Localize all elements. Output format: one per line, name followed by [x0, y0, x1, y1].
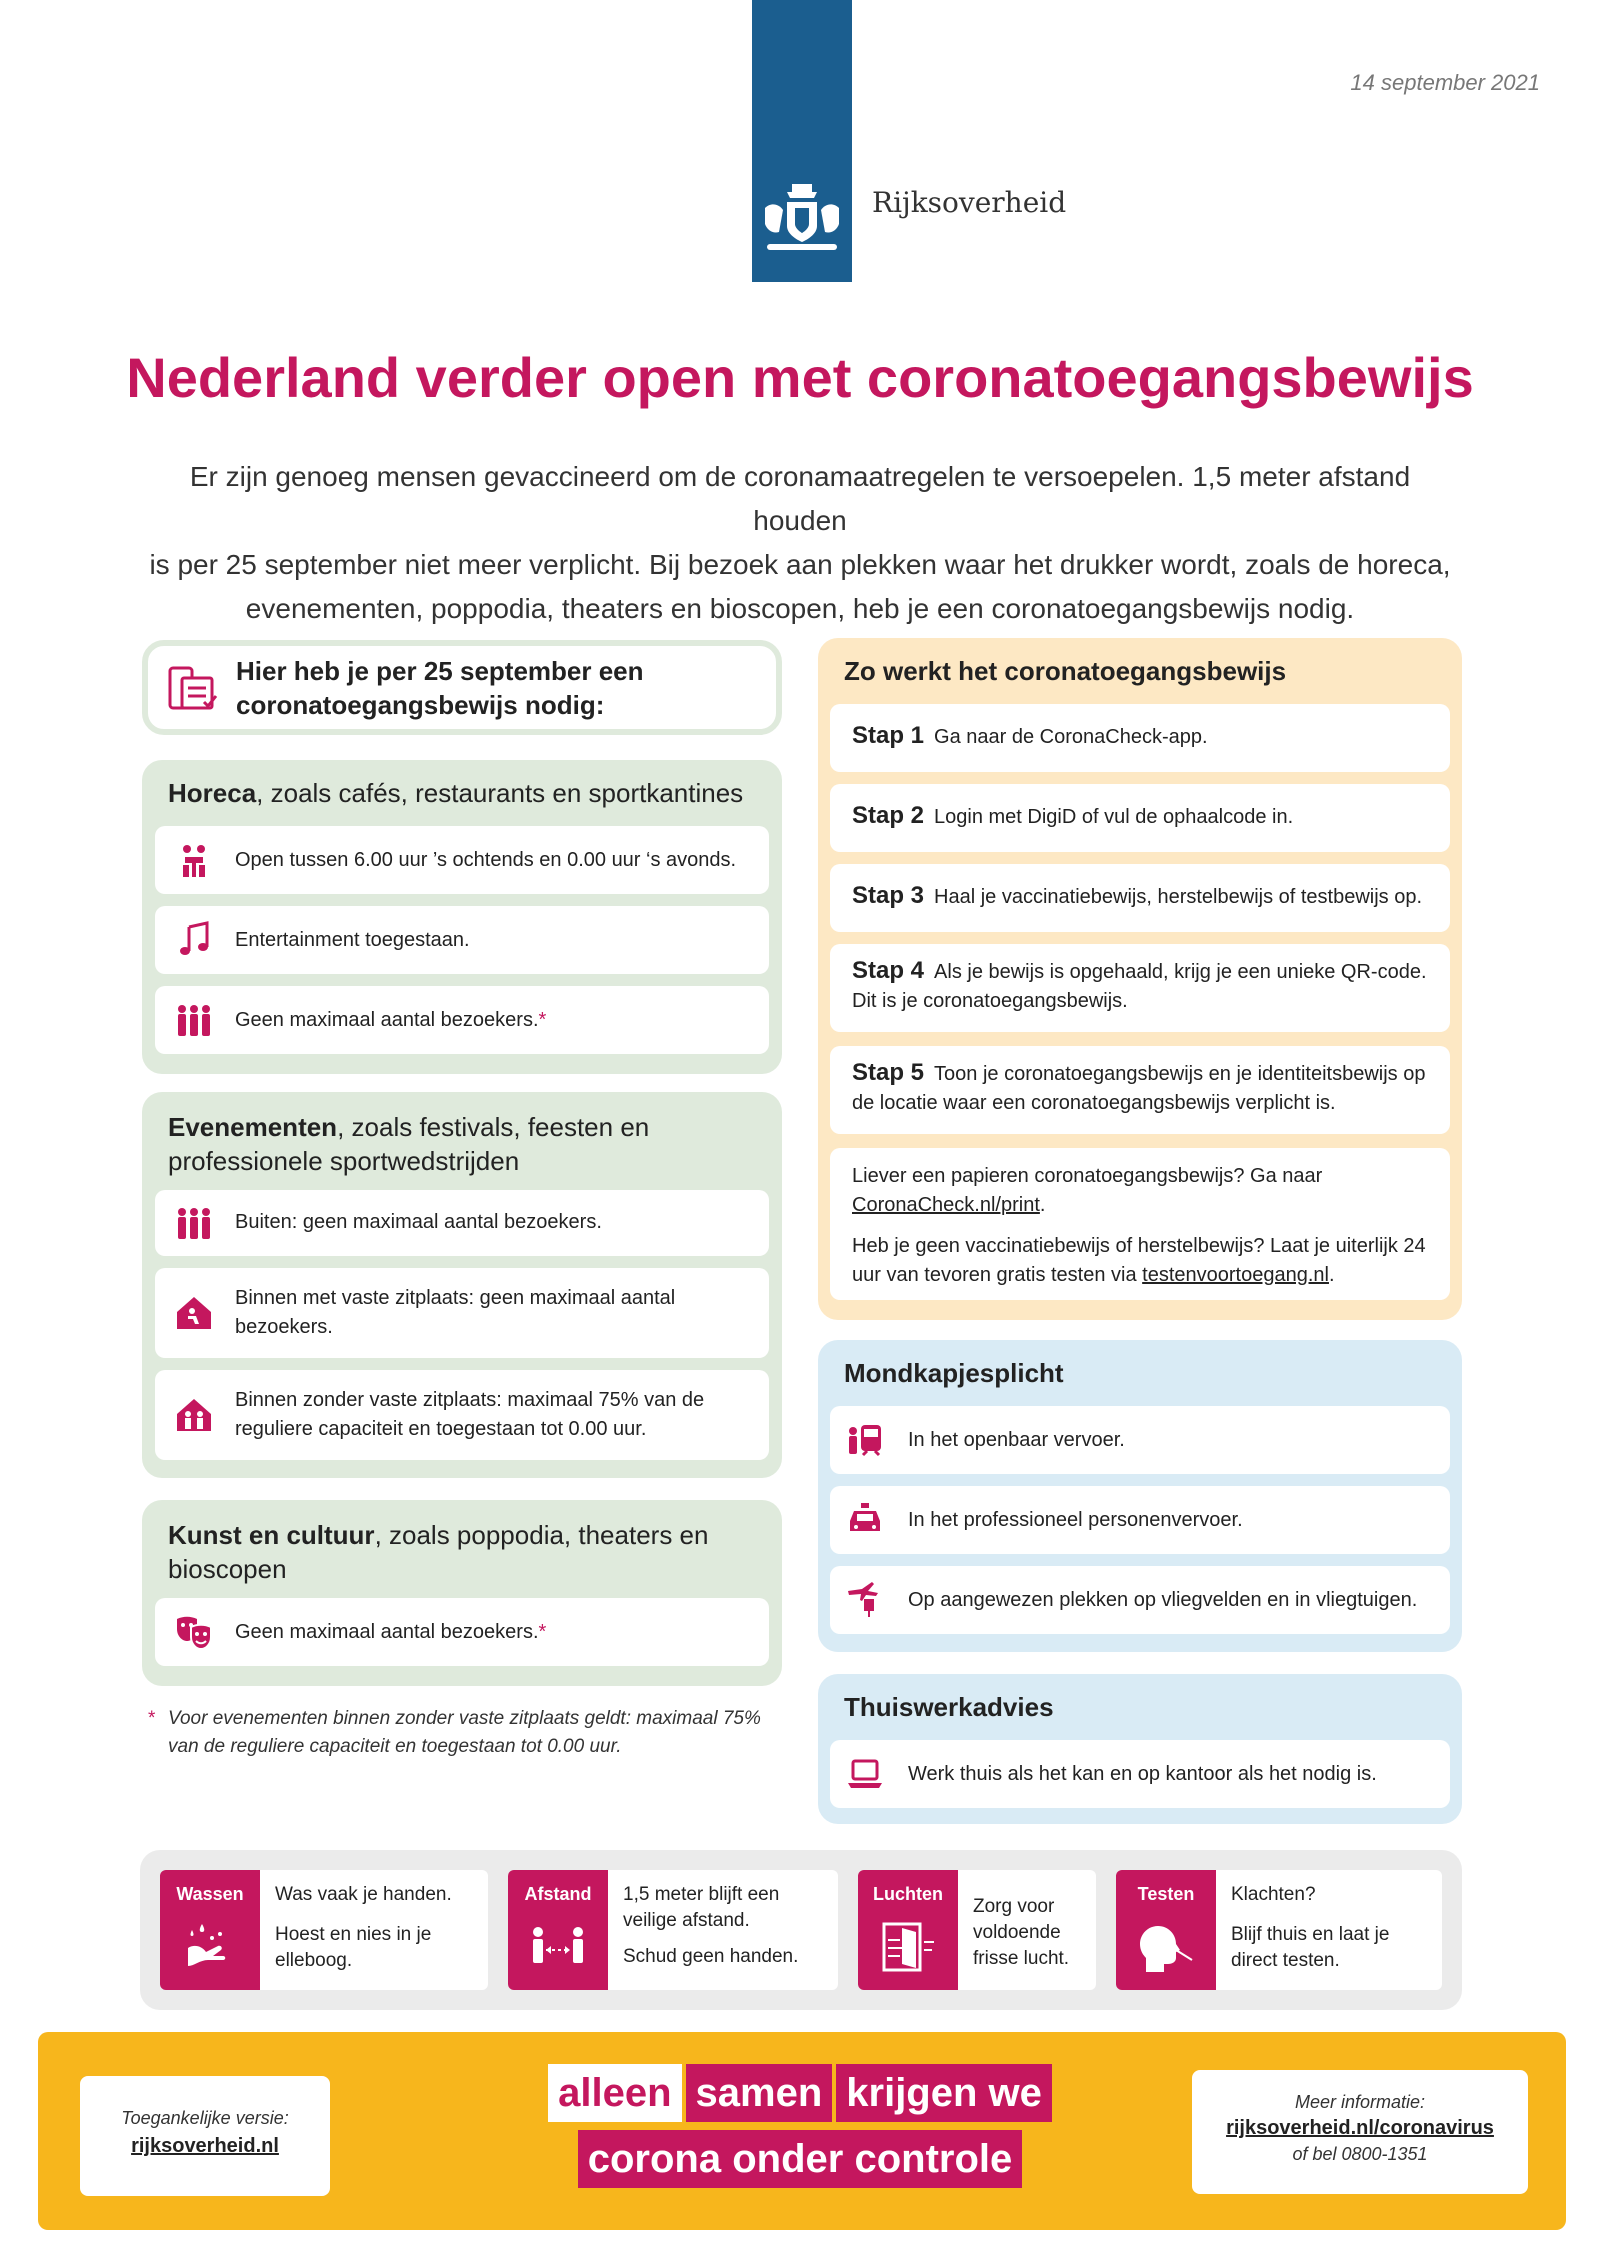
- mask-heading: Mondkapjesplicht: [844, 1358, 1064, 1388]
- step-card: Stap 2 Login met DigiD of vul de ophaalcode in.: [830, 784, 1450, 852]
- list-item: [155, 906, 769, 974]
- evenementen-panel: [142, 1092, 782, 1478]
- step-card: Stap 4 Als je bewijs is opgehaald, krijg je een unieke QR-code. Dit is je coronatoegangsbewijs.: [830, 944, 1450, 1032]
- mask-text-airport: Op aangewezen plekken op vliegvelden en in vliegtuigen.: [908, 1589, 1418, 1611]
- list-item: [155, 826, 769, 894]
- horeca-title: Horeca, zoals cafés, restaurants en sportkantines: [168, 778, 744, 808]
- page-title: Nederland verder open met coronatoegangsbewijs: [126, 346, 1474, 409]
- indoor-standing-text: Binnen zonder vaste zitplaats: maximaal 75% van de reguliere capaciteit en toegestaan tot 0.00 uur.: [235, 1389, 705, 1440]
- list-item: [830, 1406, 1450, 1474]
- horeca-entertainment-text: Entertainment toegestaan.: [235, 929, 470, 951]
- horeca-hours-text: Open tussen 6.00 uur ’s ochtends en 0.00 uur ‘s avonds.: [235, 849, 737, 871]
- tip-text: 1,5 meter blijft een veilige afstand. Schud geen handen.: [623, 1884, 799, 1967]
- tip-text: Zorg voor voldoende frisse lucht.: [973, 1896, 1070, 1969]
- taxi-icon: [846, 1501, 884, 1539]
- mask-text-ov: In het openbaar vervoer.: [908, 1429, 1125, 1451]
- coat-of-arms-icon: [757, 178, 847, 268]
- phone-number: of bel 0800-1351: [1292, 2144, 1428, 2164]
- dining-icon: [175, 841, 213, 879]
- horeca-visitors-text: Geen maximaal aantal bezoekers.*: [235, 1009, 547, 1031]
- slogan: [500, 2064, 1100, 2188]
- required-heading-line: coronatoegangsbewijs nodig:: [236, 690, 605, 720]
- accessible-version-box: [80, 2076, 330, 2196]
- list-item: [155, 1268, 769, 1358]
- paper-info-card: Liever een papieren coronatoegangsbewijs? Ga naar CoronaCheck.nl/print. Heb je geen vaccinatiebewijs of herstelbewijs? Laat je uiterlijk 24 uur van tevoren gratis testen via testenvoortoegang.nl.: [830, 1148, 1450, 1300]
- kunst-panel: [142, 1500, 782, 1686]
- more-info-label: Meer informatie:: [1294, 2092, 1426, 2112]
- house-seated-icon: [175, 1294, 213, 1332]
- slogan-word: samen: [686, 2064, 833, 2122]
- laptop-icon: [846, 1755, 884, 1793]
- homework-heading: Thuiswerkadvies: [844, 1692, 1054, 1722]
- mask-text-taxi: In het professioneel personenvervoer.: [908, 1509, 1243, 1531]
- list-item: [155, 1190, 769, 1256]
- people-group-icon: [175, 1001, 213, 1039]
- tip-wassen: [160, 1870, 488, 1990]
- homework-text: Werk thuis als het kan en op kantoor als het nodig is.: [908, 1763, 1377, 1785]
- accessible-version-link[interactable]: rijksoverheid.nl: [131, 2135, 279, 2157]
- list-item: [830, 1566, 1450, 1634]
- footnote-star: *: [148, 1708, 156, 1729]
- slogan-word: alleen: [548, 2064, 681, 2122]
- mask-panel: [818, 1340, 1462, 1652]
- kunst-visitors-text: Geen maximaal aantal bezoekers.*: [235, 1621, 547, 1643]
- tip-label: Luchten: [873, 1884, 943, 1904]
- slogan-line2: corona onder controle: [578, 2130, 1023, 2188]
- house-people-icon: [175, 1396, 213, 1434]
- footnote-line: Voor evenementen binnen zonder vaste zitplaats geldt: maximaal 75%: [168, 1708, 761, 1729]
- tip-label: Wassen: [176, 1884, 244, 1904]
- phone-checklist-icon: [168, 666, 220, 714]
- list-item: [830, 1486, 1450, 1554]
- intro-line: is per 25 september niet meer verplicht. Bij bezoek aan plekken waar het drukker wordt, zoals de horeca,: [149, 549, 1451, 580]
- test-swab-icon: [1138, 1920, 1194, 1976]
- horeca-panel: [142, 760, 782, 1074]
- distance-icon: [530, 1920, 586, 1976]
- evenementen-title: Evenementen, zoals festivals, feesten en professionele sportwedstrijden: [168, 1112, 650, 1176]
- theater-masks-icon: [175, 1613, 213, 1651]
- music-note-icon: [175, 921, 213, 959]
- window-air-icon: [880, 1920, 936, 1976]
- step-card: Stap 1 Ga naar de CoronaCheck-app.: [830, 704, 1450, 772]
- tip-label: Afstand: [524, 1884, 592, 1904]
- list-item: [155, 1370, 769, 1460]
- testenvoortoegang-link[interactable]: testenvoortoegang.nl: [1142, 1264, 1329, 1286]
- footnote: [148, 1705, 768, 1761]
- step-card: Stap 5 Toon je coronatoegangsbewijs en je identiteitsbewijs op de locatie waar een coronatoegangsbewijs verplicht is.: [830, 1046, 1450, 1134]
- required-heading-line: Hier heb je per 25 september een: [236, 656, 644, 686]
- homework-panel: [818, 1674, 1462, 1824]
- list-item: [155, 986, 769, 1054]
- outdoor-text: Buiten: geen maximaal aantal bezoekers.: [235, 1211, 602, 1233]
- logo-wordmark: Rijksoverheid: [872, 186, 1067, 219]
- required-heading: [236, 654, 756, 722]
- step-card: Stap 3 Haal je vaccinatiebewijs, herstelbewijs of testbewijs op.: [830, 864, 1450, 932]
- steps-panel: [818, 638, 1462, 1320]
- publication-date: 14 september 2021: [1350, 70, 1540, 95]
- train-person-icon: [846, 1421, 884, 1459]
- more-info-link[interactable]: rijksoverheid.nl/coronavirus: [1226, 2117, 1494, 2139]
- intro-paragraph: [140, 455, 1460, 631]
- tip-text: Was vaak je handen. Hoest en nies in je elleboog.: [275, 1884, 452, 1971]
- hand-wash-icon: [182, 1920, 238, 1976]
- airplane-icon: [846, 1581, 884, 1619]
- accessible-version-label: Toegankelijke versie:: [121, 2108, 289, 2128]
- coronacheck-print-link[interactable]: CoronaCheck.nl/print: [852, 1194, 1040, 1216]
- more-info-box: [1192, 2070, 1528, 2194]
- list-item: [830, 1740, 1450, 1808]
- tip-text: Klachten? Blijf thuis en laat je direct testen.: [1231, 1884, 1390, 1971]
- list-item: [155, 1598, 769, 1666]
- indoor-seated-text: Binnen met vaste zitplaats: geen maximaal aantal bezoekers.: [235, 1287, 676, 1338]
- tip-label: Testen: [1137, 1884, 1195, 1904]
- intro-line: Er zijn genoeg mensen gevaccineerd om de coronamaatregelen te versoepelen. 1,5 meter afstand houden: [189, 461, 1411, 536]
- slogan-word: krijgen we: [836, 2064, 1052, 2122]
- tip-testen: [1116, 1870, 1442, 1990]
- kunst-title: Kunst en cultuur, zoals poppodia, theaters en bioscopen: [168, 1520, 709, 1584]
- tip-afstand: [508, 1870, 838, 1990]
- steps-heading: Zo werkt het coronatoegangsbewijs: [844, 656, 1287, 686]
- tip-luchten: [858, 1870, 1096, 1990]
- footnote-line: van de reguliere capaciteit en toegestaan tot 0.00 uur.: [168, 1736, 622, 1757]
- people-group-icon: [175, 1204, 213, 1242]
- intro-line: evenementen, poppodia, theaters en bioscopen, heb je een coronatoegangsbewijs nodig.: [245, 593, 1355, 624]
